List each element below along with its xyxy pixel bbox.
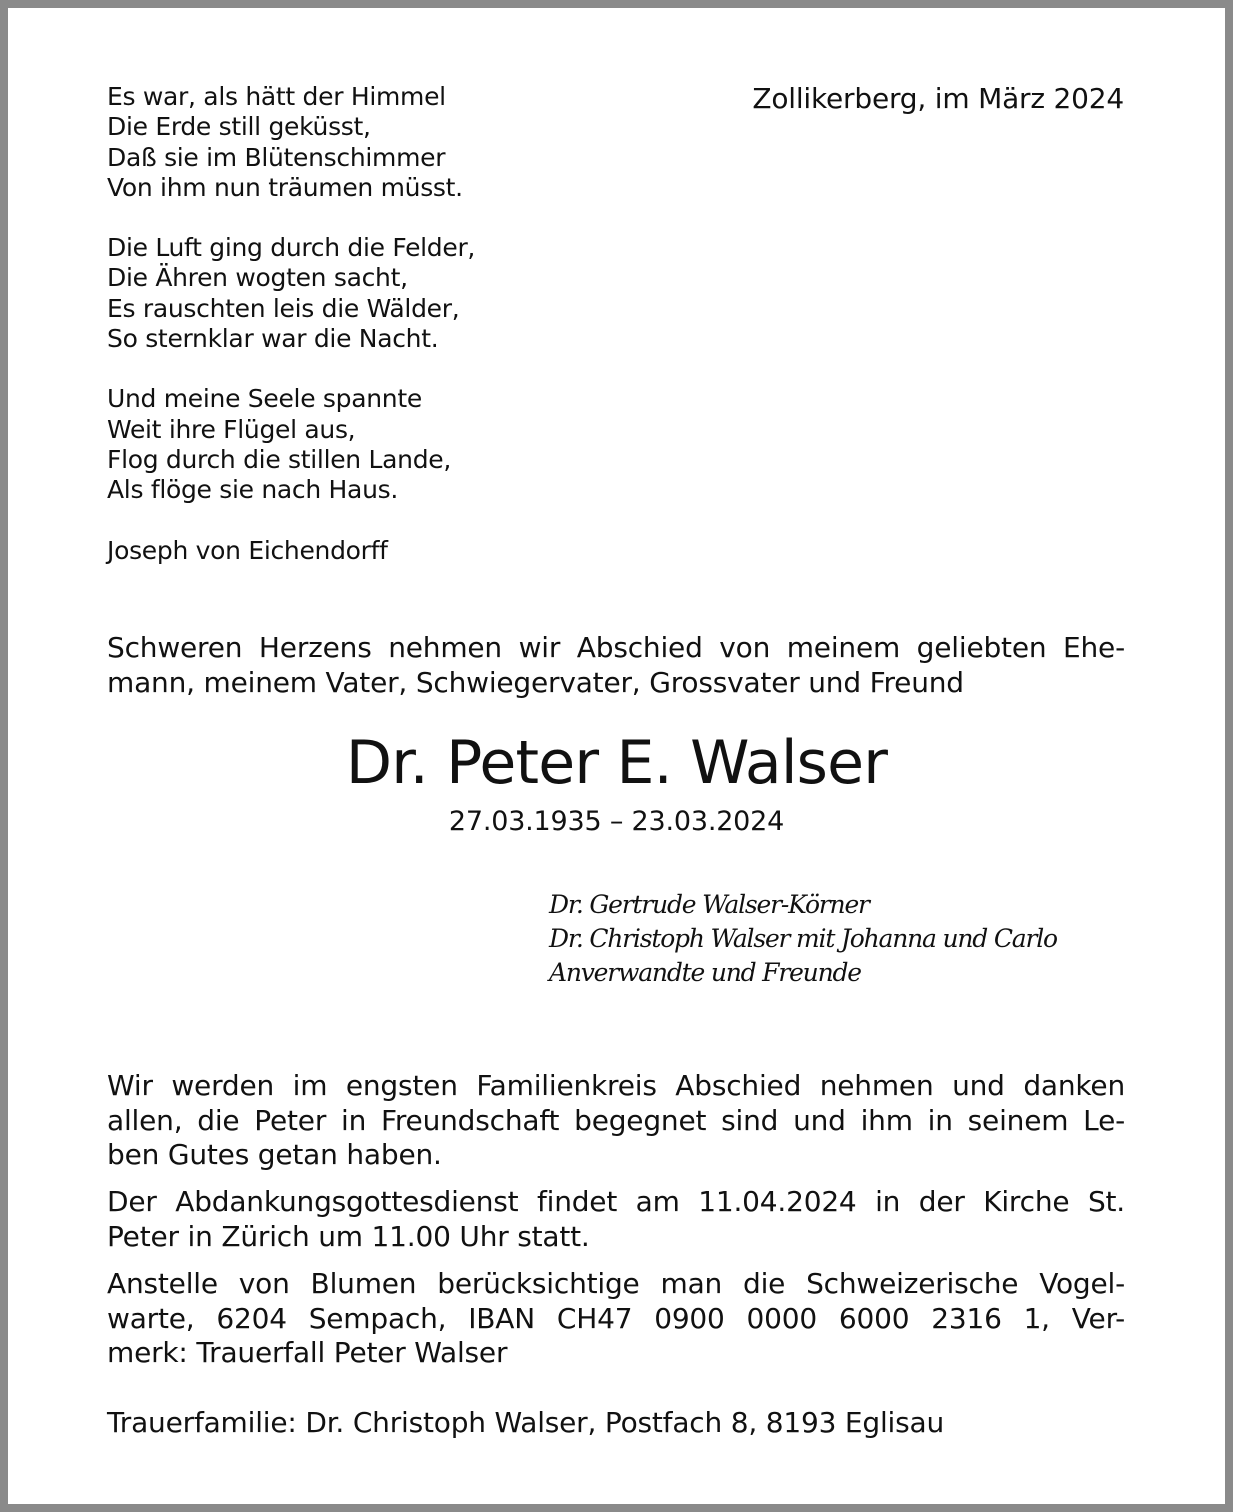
life-dates: 27.03.1935 – 23.03.2024 [448, 806, 785, 837]
poem-line: Als flöge sie nach Haus. [107, 475, 398, 505]
poem-author: Joseph von Eichendorff [107, 535, 388, 565]
paragraph-line: Peter in Zürich um 11.00 Uhr statt. [107, 1219, 590, 1253]
poem [107, 82, 475, 566]
poem-stanza [107, 233, 475, 354]
mourner-line: Dr. Gertrude Walser-Körner [549, 890, 869, 919]
poem-line: Es war, als hätt der Himmel [107, 82, 446, 111]
poem-line: Daß sie im Blütenschimmer [107, 142, 446, 172]
poem-line: Die Erde still geküsst, [107, 112, 371, 142]
poem-line: Die Ähren wogten sacht, [107, 263, 408, 293]
poem-line: So sternklar war die Nacht. [107, 324, 439, 354]
place-date: Zollikerberg, im März 2024 [752, 82, 1124, 115]
poem-line: Flog durch die stillen Lande, [107, 444, 451, 474]
poem-line: Es rauschten leis die Wälder, [107, 293, 460, 323]
paragraph-line: Der Abdankungsgottesdienst findet am 11.04.2024 in der Kirche St. [107, 1185, 1125, 1218]
deceased-name: Dr. Peter E. Walser [345, 728, 888, 798]
service-paragraph [107, 1185, 1125, 1254]
paragraph-line: warte, 6204 Sempach, IBAN CH47 0900 0000 6000 2316 1, Ver- [107, 1301, 1125, 1335]
poem-line: Und meine Seele spannte [107, 384, 422, 414]
farewell-paragraph [107, 1069, 1125, 1173]
poem-line: Weit ihre Flügel aus, [107, 414, 356, 444]
intro-line: Schweren Herzens nehmen wir Abschied von meinem geliebten Ehe- [107, 631, 1125, 664]
poem-line: Die Luft ging durch die Felder, [107, 233, 476, 263]
intro-text [107, 631, 1125, 700]
mourner-line: Dr. Christoph Walser mit Johanna und Carlo [549, 924, 1057, 953]
obituary-page [8, 8, 1225, 1504]
paragraph-line: Wir werden im engsten Familienkreis Abschied nehmen und danken [107, 1069, 1125, 1102]
poem-line: Von ihm nun träumen müsst. [107, 172, 463, 202]
paragraph-line: ben Gutes getan haben. [107, 1138, 442, 1171]
donation-paragraph [107, 1267, 1125, 1371]
paragraph-line: allen, die Peter in Freundschaft begegnet sind und ihm in seinem Le- [107, 1103, 1125, 1137]
family-contact: Trauerfamilie: Dr. Christoph Walser, Postfach 8, 8193 Eglisau [107, 1406, 945, 1439]
mourners-list [549, 888, 1057, 990]
poem-stanza [107, 82, 475, 203]
mourner-line: Anverwandte und Freunde [549, 958, 861, 987]
intro-line: mann, meinem Vater, Schwiegervater, Grossvater und Freund [107, 665, 964, 699]
poem-stanza [107, 384, 475, 505]
paragraph-line: merk: Trauerfall Peter Walser [107, 1336, 508, 1369]
paragraph-line: Anstelle von Blumen berücksichtige man die Schweizerische Vogel- [107, 1267, 1125, 1300]
